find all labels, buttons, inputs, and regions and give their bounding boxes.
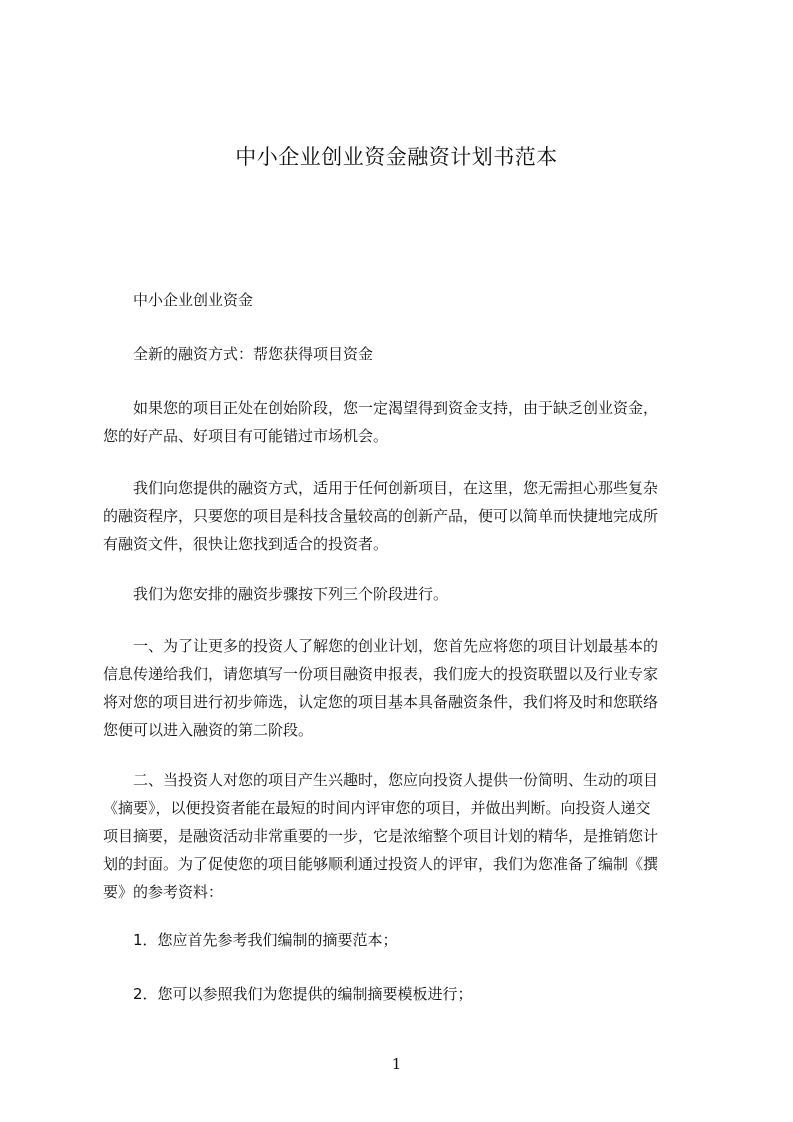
paragraph-stage-one: [103, 632, 701, 744]
page-number: 1: [391, 1055, 402, 1073]
text-line: 的融资程序，只要您的项目是科技含量较高的创新产品，便可以简单而快捷地完成所: [103, 507, 659, 525]
text-line: 1．您应首先参考我们编制的摘要范本；: [103, 931, 398, 949]
text-line: 《摘要》，以便投资者能在最短的时间内评审您的项目，并做出判断。向投资人递交: [103, 799, 651, 817]
text-line: 2．您可以参照我们为您提供的编制摘要模板进行；: [103, 985, 473, 1003]
list-item-2: [103, 980, 701, 1008]
text-line: 二、当投资人对您的项目产生兴趣时，您应向投资人提供一份简明、生动的项目: [103, 771, 659, 789]
text-line: 有融资文件，很快让您找到适合的投资者。: [103, 535, 389, 553]
list-item-1: [103, 926, 701, 954]
paragraph-method: [103, 474, 701, 558]
text-line: 将对您的项目进行初步筛选，认定您的项目基本具备融资条件，我们将及时和您联络: [103, 693, 659, 711]
text-line: 您的好产品、好项目有可能错过市场机会。: [103, 427, 389, 445]
text-line: 我们为您安排的融资步骤按下列三个阶段进行。: [103, 585, 449, 603]
text-line: 一、为了让更多的投资人了解您的创业计划，您首先应将您的项目计划最基本的: [103, 637, 659, 655]
paragraph-intro: [103, 394, 701, 450]
text-line: 如果您的项目正处在创始阶段，您一定渴望得到资金支持，由于缺乏创业资金，: [103, 399, 659, 417]
text-line: 您便可以进入融资的第二阶段。: [103, 721, 314, 739]
text-line: 我们向您提供的融资方式，适用于任何创新项目，在这里，您无需担心那些复杂: [103, 479, 659, 497]
document-title: 中小企业创业资金融资计划书范本: [235, 145, 558, 169]
paragraph-stage-two: [103, 766, 701, 906]
text-line: 中小企业创业资金: [103, 291, 254, 309]
text-line: 划的封面。为了促使您的项目能够顺利通过投资人的评审，我们为您准备了编制《撰: [103, 855, 659, 873]
paragraph-heading: [103, 286, 701, 314]
text-line: 信息传递给我们，请您填写一份项目融资申报表，我们庞大的投资联盟以及行业专家: [103, 665, 659, 683]
paragraph-steps: [103, 580, 701, 608]
text-line: 全新的融资方式：帮您获得项目资金: [103, 345, 374, 363]
text-line: 项目摘要，是融资活动非常重要的一步，它是浓缩整个项目计划的精华，是推销您计: [103, 827, 659, 845]
text-line: 要》的参考资料：: [103, 883, 224, 901]
paragraph-subheading: [103, 340, 701, 368]
